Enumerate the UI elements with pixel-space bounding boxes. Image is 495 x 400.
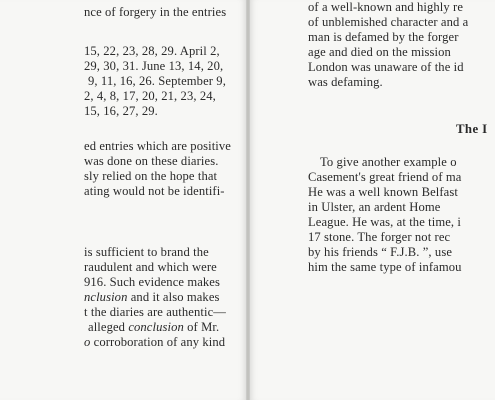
text-line: raudulent and which were (84, 260, 217, 274)
text-line: 2, 4, 8, 17, 20, 21, 23, 24, (84, 89, 216, 103)
right-page (250, 0, 495, 400)
text-line: League. He was, at the time, i (308, 215, 462, 229)
text-line: by his friends “ F.J.B. ”, use (308, 245, 453, 259)
text-line: sly relied on the hope that (84, 169, 218, 183)
text-line: Casement's great friend of ma (308, 170, 462, 184)
text-line: in Ulster, an ardent Home (308, 200, 441, 214)
text-line: of a well-known and highly re (308, 0, 464, 14)
text-line: was done on these diaries. (84, 154, 219, 168)
text-line: is sufficient to brand the (84, 245, 209, 259)
text-line: him the same type of infamou (308, 260, 462, 274)
text-line: age and died on the mission (308, 45, 451, 59)
text-line: To give another example o (320, 155, 457, 169)
left-page (0, 0, 246, 400)
text-line: ed entries which are positive (84, 139, 231, 153)
text-line: 17 stone. The forger not rec (308, 230, 451, 244)
text-line: o corroboration of any kind (84, 335, 226, 349)
text-line: was defaming. (308, 75, 383, 89)
text-line: 9, 11, 16, 26. September 9, (88, 74, 226, 88)
text-line: 15, 22, 23, 28, 29. April 2, (84, 44, 220, 58)
section-heading: The I (456, 122, 488, 136)
text-line: He was a well known Belfast (308, 185, 458, 199)
text-line: of unblemished character and a (308, 15, 469, 29)
text-line: t the diaries are authentic— (84, 305, 226, 319)
text-line: 29, 30, 31. June 13, 14, 20, (84, 59, 224, 73)
text-line: 916. Such evidence makes (84, 275, 220, 289)
text-line: London was unaware of the id (308, 60, 464, 74)
text-line: 15, 16, 27, 29. (84, 104, 158, 118)
text-line: nclusion and it also makes (84, 290, 220, 304)
text-line: alleged conclusion of Mr. (88, 320, 220, 334)
text-line: nce of forgery in the entries (84, 5, 227, 19)
text-line: man is defamed by the forger (308, 30, 459, 44)
text-line: ating would not be identifi- (84, 184, 225, 198)
